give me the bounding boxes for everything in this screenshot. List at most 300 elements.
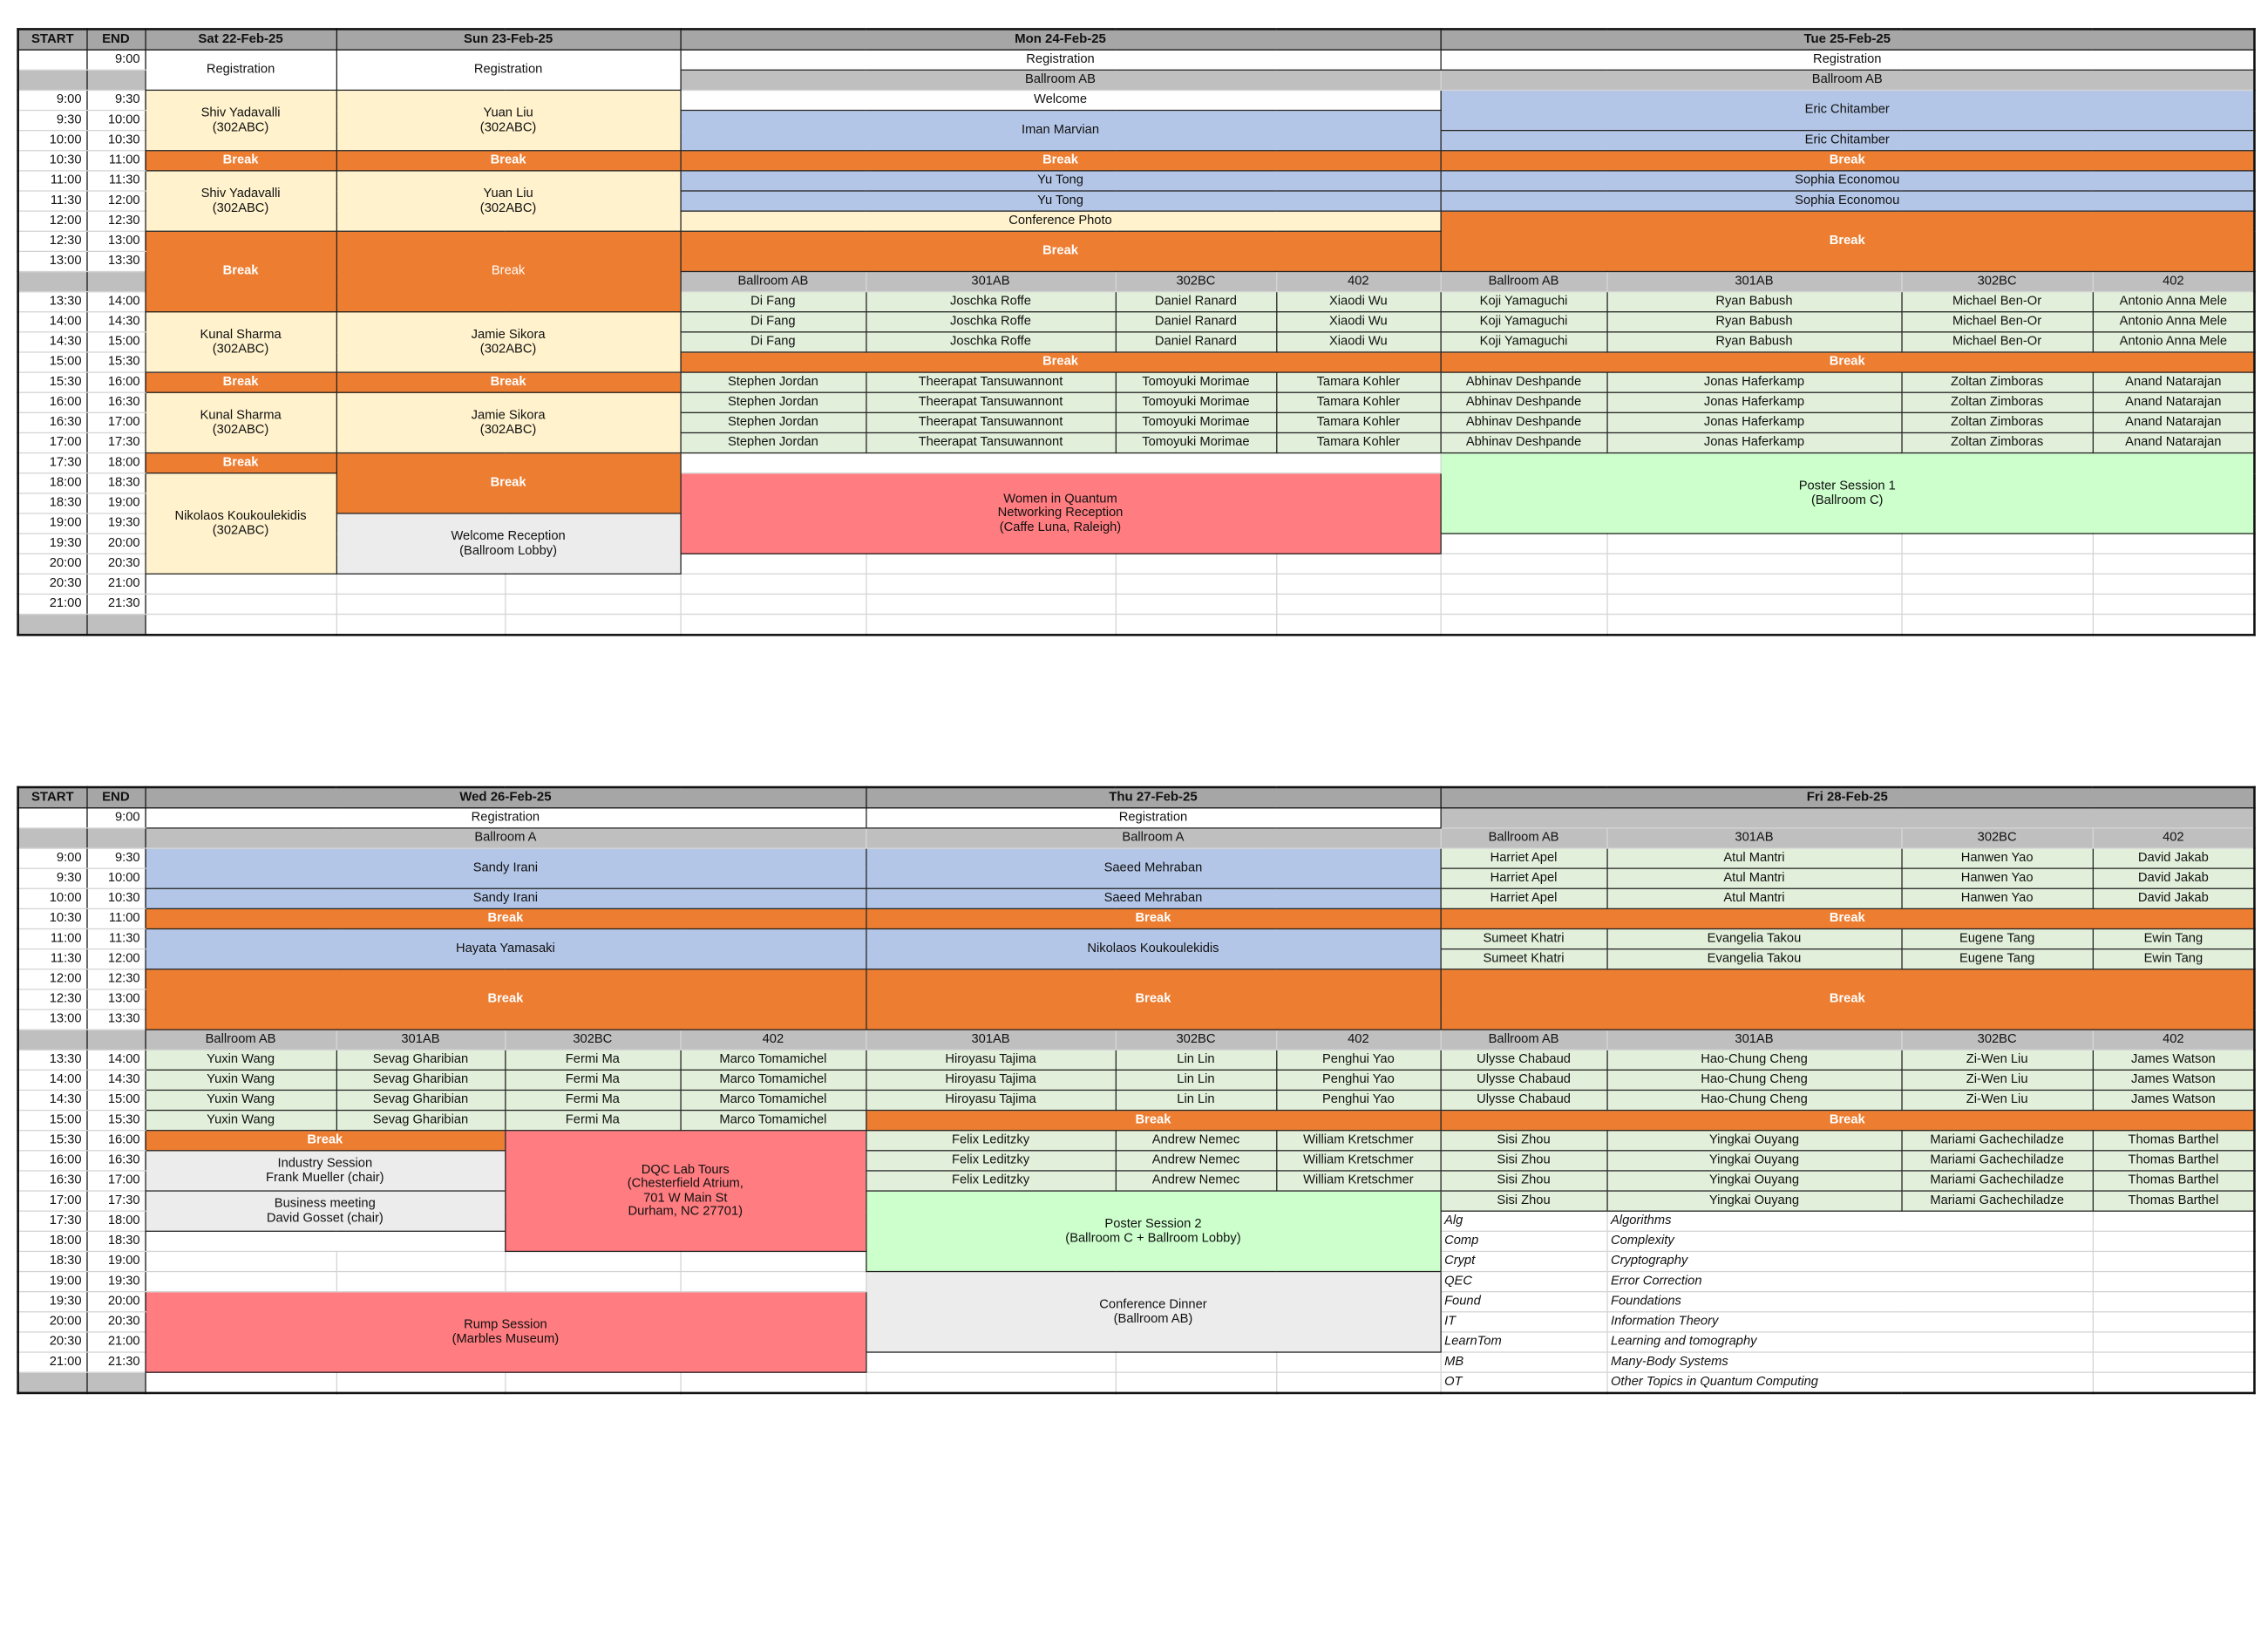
legend-abbr: Comp [1441, 1231, 1607, 1251]
mon-women-in-quantum: Women in Quantum Networking Reception (Caffe Luna, Raleigh) [680, 473, 1440, 554]
time-row [18, 848, 2255, 868]
talk: Atul Mantri [1606, 848, 1901, 868]
talk: Zoltan Zimboras [1901, 412, 2092, 432]
talk: Zi-Wen Liu [1901, 1090, 2092, 1110]
time-row [18, 50, 2255, 70]
start-time: 17:00 [18, 432, 87, 452]
end-time: 10:30 [86, 131, 145, 151]
talk: Atul Mantri [1606, 888, 1901, 908]
end-time: 21:00 [86, 574, 145, 594]
start-time: 12:00 [18, 211, 87, 231]
talk: Di Fang [680, 312, 866, 332]
tue-plenary-2b: Sophia Economou [1441, 191, 2255, 211]
thu-registration: Registration [866, 808, 1440, 828]
header-row [18, 787, 2255, 808]
talk: Ryan Babush [1606, 312, 1901, 332]
start-time: 16:00 [18, 392, 87, 412]
sat-tutorial-3: Kunal Sharma (302ABC) [145, 312, 336, 372]
talk: Jonas Haferkamp [1606, 412, 1901, 432]
end-time: 18:30 [86, 1231, 145, 1251]
talk: Zi-Wen Liu [1901, 1050, 2092, 1070]
mon-registration: Registration [680, 50, 1440, 70]
legend-abbr: LearnTom [1441, 1332, 1607, 1352]
tue-room-301: 301AB [1606, 271, 1901, 291]
talk: Evangelia Takou [1606, 928, 1901, 948]
talk: Stephen Jordan [680, 372, 866, 392]
talk: Michael Ben-Or [1901, 312, 2092, 332]
wed-break: Break [145, 908, 866, 928]
end-time: 15:30 [86, 1111, 145, 1131]
talk: Anand Natarajan [2093, 392, 2255, 412]
start-time: 16:30 [18, 412, 87, 432]
talk: Xiaodi Wu [1276, 312, 1440, 332]
talk: William Kretschmer [1276, 1151, 1440, 1171]
mon-break: Break [680, 352, 1440, 372]
mon-room-302: 302BC [1116, 271, 1276, 291]
talk: Thomas Barthel [2093, 1191, 2255, 1211]
thu-room-402: 402 [1276, 1030, 1440, 1050]
time-row [18, 1090, 2255, 1110]
end-time: 9:30 [86, 848, 145, 868]
talk: Yuxin Wang [145, 1090, 336, 1110]
sun-registration: Registration [336, 50, 681, 90]
wed-rump-session: Rump Session (Marbles Museum) [145, 1292, 866, 1372]
talk: Tomoyuki Morimae [1116, 392, 1276, 412]
day-header-sat: Sat 22-Feb-25 [145, 29, 336, 50]
talk: Mariami Gachechiladze [1901, 1131, 2092, 1151]
tue-break: Break [1441, 352, 2255, 372]
start-time: 17:00 [18, 1191, 87, 1211]
talk: Fermi Ma [505, 1050, 680, 1070]
talk: Lin Lin [1116, 1090, 1276, 1110]
wed-dqc-lab-tours: DQC Lab Tours (Chesterfield Atrium, 701 W Main St Durham, NC 27701) [505, 1131, 866, 1252]
talk: Di Fang [680, 332, 866, 352]
start-time: 19:00 [18, 1272, 87, 1292]
sat-break: Break [145, 453, 336, 473]
end-header: END [86, 787, 145, 808]
start-time: 19:00 [18, 513, 87, 534]
end-time: 14:30 [86, 1070, 145, 1090]
start-time: 11:00 [18, 171, 87, 191]
talk: Daniel Ranard [1116, 292, 1276, 312]
start-time: 13:00 [18, 1010, 87, 1030]
time-row [18, 1131, 2255, 1151]
room-row [18, 828, 2255, 848]
end-time: 19:00 [86, 1251, 145, 1271]
end-time: 12:30 [86, 211, 145, 231]
talk: Michael Ben-Or [1901, 332, 2092, 352]
talk: Hanwen Yao [1901, 848, 2092, 868]
sat-registration: Registration [145, 50, 336, 90]
end-time: 19:30 [86, 1272, 145, 1292]
talk: Theerapat Tansuwannont [866, 392, 1115, 412]
thu-break: Break [866, 908, 1440, 928]
start-time: 11:00 [18, 928, 87, 948]
end-time: 14:00 [86, 292, 145, 312]
talk: Antonio Anna Mele [2093, 332, 2255, 352]
start-time: 18:00 [18, 1231, 87, 1251]
talk: Sevag Gharibian [336, 1050, 505, 1070]
talk: Marco Tomamichel [680, 1070, 866, 1090]
legend-abbr: Found [1441, 1292, 1607, 1312]
talk: Anand Natarajan [2093, 372, 2255, 392]
legend-abbr: Alg [1441, 1211, 1607, 1231]
talk: Hanwen Yao [1901, 888, 2092, 908]
end-time: 19:00 [86, 493, 145, 513]
schedule-table-week1 [17, 28, 2256, 636]
tue-break: Break [1441, 151, 2255, 171]
start-time: 20:30 [18, 574, 87, 594]
mon-break: Break [680, 151, 1440, 171]
time-row [18, 312, 2255, 332]
talk: Yuxin Wang [145, 1050, 336, 1070]
end-time: 11:00 [86, 151, 145, 171]
legend-full: Complexity [1606, 1231, 2092, 1251]
end-time: 15:00 [86, 332, 145, 352]
start-time: 18:30 [18, 493, 87, 513]
start-time: 12:30 [18, 231, 87, 251]
sun-break: Break [336, 453, 681, 513]
time-row [18, 969, 2255, 989]
end-time: 10:00 [86, 868, 145, 888]
thu-poster-session: Poster Session 2 (Ballroom C + Ballroom Lobby) [866, 1191, 1440, 1271]
talk: Jonas Haferkamp [1606, 392, 1901, 412]
tue-room-302: 302BC [1901, 271, 2092, 291]
talk: Hiroyasu Tajima [866, 1090, 1115, 1110]
legend-abbr: IT [1441, 1312, 1607, 1332]
talk: Fermi Ma [505, 1070, 680, 1090]
talk: Harriet Apel [1441, 888, 1607, 908]
fri-break: Break [1441, 908, 2255, 928]
talk: Sevag Gharibian [336, 1090, 505, 1110]
end-time: 14:30 [86, 312, 145, 332]
day-header-tue: Tue 25-Feb-25 [1441, 29, 2255, 50]
end-time: 20:00 [86, 534, 145, 554]
start-time: 15:30 [18, 372, 87, 392]
talk: Marco Tomamichel [680, 1050, 866, 1070]
talk: Ryan Babush [1606, 292, 1901, 312]
end-time: 17:00 [86, 1171, 145, 1191]
wed-break: Break [145, 1131, 505, 1151]
mon-room-402: 402 [1276, 271, 1440, 291]
talk: Ewin Tang [2093, 949, 2255, 969]
wed-registration: Registration [145, 808, 866, 828]
end-time: 21:00 [86, 1332, 145, 1352]
talk: Koji Yamaguchi [1441, 332, 1607, 352]
tue-plenary-1: Eric Chitamber [1441, 90, 2255, 130]
sat-tutorial-2: Shiv Yadavalli (302ABC) [145, 171, 336, 231]
talk: Joschka Roffe [866, 332, 1115, 352]
talk: Theerapat Tansuwannont [866, 372, 1115, 392]
fri-room-ballroom: Ballroom AB [1441, 1030, 1607, 1050]
end-time: 17:30 [86, 432, 145, 452]
start-time: 14:00 [18, 312, 87, 332]
talk: Yingkai Ouyang [1606, 1191, 1901, 1211]
start-time: 18:30 [18, 1251, 87, 1271]
tue-plenary-1b: Eric Chitamber [1441, 131, 2255, 151]
talk: Sisi Zhou [1441, 1151, 1607, 1171]
start-time: 9:00 [18, 848, 87, 868]
talk: Yuxin Wang [145, 1070, 336, 1090]
talk: James Watson [2093, 1090, 2255, 1110]
wed-plenary-1: Sandy Irani [145, 848, 866, 888]
end-time: 11:30 [86, 171, 145, 191]
end-time: 18:30 [86, 473, 145, 493]
end-header: END [86, 29, 145, 50]
start-time: 20:00 [18, 554, 87, 574]
fri-room-402: 402 [2093, 1030, 2255, 1050]
legend-full: Algorithms [1606, 1211, 2092, 1231]
end-time: 17:30 [86, 1191, 145, 1211]
talk: Ewin Tang [2093, 928, 2255, 948]
sun-welcome-reception: Welcome Reception (Ballroom Lobby) [336, 513, 681, 574]
talk: James Watson [2093, 1050, 2255, 1070]
fri-break: Break [1441, 1111, 2255, 1131]
legend-abbr: Crypt [1441, 1251, 1607, 1271]
time-row [18, 574, 2255, 594]
talk: Tamara Kohler [1276, 392, 1440, 412]
end-time: 9:30 [86, 90, 145, 110]
day-header-thu: Thu 27-Feb-25 [866, 787, 1440, 808]
tue-room-402: 402 [2093, 271, 2255, 291]
talk: Thomas Barthel [2093, 1131, 2255, 1151]
start-time: 20:30 [18, 1332, 87, 1352]
legend-abbr: QEC [1441, 1272, 1607, 1292]
sat-lunch-break: Break [145, 231, 336, 311]
start-time: 11:30 [18, 191, 87, 211]
start-time: 14:30 [18, 332, 87, 352]
tue-plenary-2: Sophia Economou [1441, 171, 2255, 191]
talk: Stephen Jordan [680, 392, 866, 412]
start-header: START [18, 787, 87, 808]
talk: Mariami Gachechiladze [1901, 1171, 2092, 1191]
sat-break: Break [145, 372, 336, 392]
legend-abbr: OT [1441, 1372, 1607, 1393]
talk: Hiroyasu Tajima [866, 1050, 1115, 1070]
end-time: 21:30 [86, 594, 145, 614]
fri-lunch-break: Break [1441, 969, 2255, 1030]
talk: Andrew Nemec [1116, 1131, 1276, 1151]
mon-welcome: Welcome [680, 90, 1440, 110]
talk: William Kretschmer [1276, 1131, 1440, 1151]
schedule-table-week2 [17, 786, 2256, 1394]
start-time: 9:00 [18, 90, 87, 110]
talk: Tomoyuki Morimae [1116, 412, 1276, 432]
talk: Tamara Kohler [1276, 432, 1440, 452]
talk: Zoltan Zimboras [1901, 432, 2092, 452]
thu-conference-dinner: Conference Dinner (Ballroom AB) [866, 1272, 1440, 1352]
talk: Sisi Zhou [1441, 1191, 1607, 1211]
talk: Sumeet Khatri [1441, 928, 1607, 948]
time-row [18, 392, 2255, 412]
legend-full: Other Topics in Quantum Computing [1606, 1372, 2092, 1393]
talk: David Jakab [2093, 848, 2255, 868]
end-time: 11:00 [86, 908, 145, 928]
tue-registration: Registration [1441, 50, 2255, 70]
talk: Ulysse Chabaud [1441, 1070, 1607, 1090]
end-time: 12:00 [86, 191, 145, 211]
start-time: 14:00 [18, 1070, 87, 1090]
end-time: 20:30 [86, 554, 145, 574]
mon-room-ballroom: Ballroom AB [680, 271, 866, 291]
fri-room-402: 402 [2093, 828, 2255, 848]
talk: Andrew Nemec [1116, 1151, 1276, 1171]
start-time: 15:00 [18, 1111, 87, 1131]
end-time: 10:30 [86, 888, 145, 908]
day-header-sun: Sun 23-Feb-25 [336, 29, 681, 50]
day-header-mon: Mon 24-Feb-25 [680, 29, 1440, 50]
talk: Xiaodi Wu [1276, 332, 1440, 352]
sat-tutorial-4: Kunal Sharma (302ABC) [145, 392, 336, 452]
talk: Tomoyuki Morimae [1116, 432, 1276, 452]
wed-industry-session: Industry Session Frank Mueller (chair) [145, 1151, 505, 1191]
talk: Jonas Haferkamp [1606, 432, 1901, 452]
sun-tutorial-1: Yuan Liu (302ABC) [336, 90, 681, 150]
talk: Fermi Ma [505, 1090, 680, 1110]
thu-room: Ballroom A [866, 828, 1440, 848]
talk: Ryan Babush [1606, 332, 1901, 352]
talk: Mariami Gachechiladze [1901, 1151, 2092, 1171]
talk: Anand Natarajan [2093, 432, 2255, 452]
talk: Harriet Apel [1441, 868, 1607, 888]
time-row [18, 1272, 2255, 1292]
start-time: 10:00 [18, 888, 87, 908]
talk: Abhinav Deshpande [1441, 392, 1607, 412]
time-row [18, 615, 2255, 636]
talk: Michael Ben-Or [1901, 292, 2092, 312]
wed-room-ballroom: Ballroom AB [145, 1030, 336, 1050]
mon-room-301: 301AB [866, 271, 1115, 291]
start-time: 18:00 [18, 473, 87, 493]
start-time: 13:30 [18, 1050, 87, 1070]
talk: Sevag Gharibian [336, 1111, 505, 1131]
start-time: 15:00 [18, 352, 87, 372]
start-time: 9:30 [18, 111, 87, 131]
talk: Sevag Gharibian [336, 1070, 505, 1090]
end-time: 12:00 [86, 949, 145, 969]
talk: Felix Leditzky [866, 1151, 1115, 1171]
sat-break: Break [145, 151, 336, 171]
end-time: 20:30 [86, 1312, 145, 1332]
talk: Felix Leditzky [866, 1131, 1115, 1151]
talk: James Watson [2093, 1070, 2255, 1090]
talk: David Jakab [2093, 888, 2255, 908]
legend-full: Many-Body Systems [1606, 1352, 2092, 1372]
talk: Marco Tomamichel [680, 1090, 866, 1110]
talk: Zi-Wen Liu [1901, 1070, 2092, 1090]
mon-plenary-2b: Yu Tong [680, 191, 1440, 211]
legend-abbr: MB [1441, 1352, 1607, 1372]
talk: Lin Lin [1116, 1070, 1276, 1090]
talk: Sisi Zhou [1441, 1171, 1607, 1191]
wed-room-301: 301AB [336, 1030, 505, 1050]
start-time: 21:00 [18, 594, 87, 614]
thu-lunch-break: Break [866, 969, 1440, 1030]
talk: Theerapat Tansuwannont [866, 432, 1115, 452]
end-time: 11:30 [86, 928, 145, 948]
talk: Hao-Chung Cheng [1606, 1050, 1901, 1070]
start-time: 20:00 [18, 1312, 87, 1332]
legend-full: Information Theory [1606, 1312, 2092, 1332]
time-row [18, 1372, 2255, 1393]
end-time: 16:00 [86, 1131, 145, 1151]
end-time: 9:00 [86, 50, 145, 70]
talk: Penghui Yao [1276, 1090, 1440, 1110]
fri-room-302: 302BC [1901, 828, 2092, 848]
start-time: 17:30 [18, 1211, 87, 1231]
time-row [18, 372, 2255, 392]
end-time: 13:30 [86, 251, 145, 271]
fri-room-301: 301AB [1606, 828, 1901, 848]
legend-full: Cryptography [1606, 1251, 2092, 1271]
time-row [18, 1151, 2255, 1171]
talk: Tomoyuki Morimae [1116, 372, 1276, 392]
sun-tutorial-3: Jamie Sikora (302ABC) [336, 312, 681, 372]
end-time: 16:00 [86, 372, 145, 392]
talk: Marco Tomamichel [680, 1111, 866, 1131]
end-time: 15:00 [86, 1090, 145, 1110]
time-row [18, 908, 2255, 928]
talk: Koji Yamaguchi [1441, 292, 1607, 312]
talk: Jonas Haferkamp [1606, 372, 1901, 392]
time-row [18, 808, 2255, 828]
thu-room-302: 302BC [1116, 1030, 1276, 1050]
talk: Evangelia Takou [1606, 949, 1901, 969]
time-row [18, 171, 2255, 191]
tue-poster-session: Poster Session 1 (Ballroom C) [1441, 453, 2255, 534]
talk: Hanwen Yao [1901, 868, 2092, 888]
sun-tutorial-4: Jamie Sikora (302ABC) [336, 392, 681, 452]
thu-room-301: 301AB [866, 1030, 1115, 1050]
talk: Yuxin Wang [145, 1111, 336, 1131]
time-row [18, 1050, 2255, 1070]
talk: David Jakab [2093, 868, 2255, 888]
sun-break: Break [336, 151, 681, 171]
talk: Theerapat Tansuwannont [866, 412, 1115, 432]
wed-room-402: 402 [680, 1030, 866, 1050]
end-time: 13:00 [86, 989, 145, 1010]
talk: Zoltan Zimboras [1901, 392, 2092, 412]
talk: Xiaodi Wu [1276, 292, 1440, 312]
wed-business-meeting: Business meeting David Gosset (chair) [145, 1191, 505, 1231]
wed-room-302: 302BC [505, 1030, 680, 1050]
header-row [18, 29, 2255, 50]
talk: Harriet Apel [1441, 848, 1607, 868]
start-time: 12:30 [18, 989, 87, 1010]
talk: Eugene Tang [1901, 928, 2092, 948]
talk: Stephen Jordan [680, 412, 866, 432]
start-time: 16:00 [18, 1151, 87, 1171]
end-time: 14:00 [86, 1050, 145, 1070]
end-time: 17:00 [86, 412, 145, 432]
legend-full: Learning and tomography [1606, 1332, 2092, 1352]
day-header-fri: Fri 28-Feb-25 [1441, 787, 2255, 808]
talk: Antonio Anna Mele [2093, 292, 2255, 312]
talk: Andrew Nemec [1116, 1171, 1276, 1191]
talk: Sisi Zhou [1441, 1131, 1607, 1151]
time-row [18, 1191, 2255, 1211]
talk: Di Fang [680, 292, 866, 312]
wed-plenary-1b: Sandy Irani [145, 888, 866, 908]
talk: Tamara Kohler [1276, 412, 1440, 432]
fri-room-302: 302BC [1901, 1030, 2092, 1050]
mon-plenary-2: Yu Tong [680, 171, 1440, 191]
tue-lunch-break: Break [1441, 211, 2255, 271]
end-time: 12:30 [86, 969, 145, 989]
day-header-wed: Wed 26-Feb-25 [145, 787, 866, 808]
talk: Yingkai Ouyang [1606, 1171, 1901, 1191]
time-row [18, 453, 2255, 473]
